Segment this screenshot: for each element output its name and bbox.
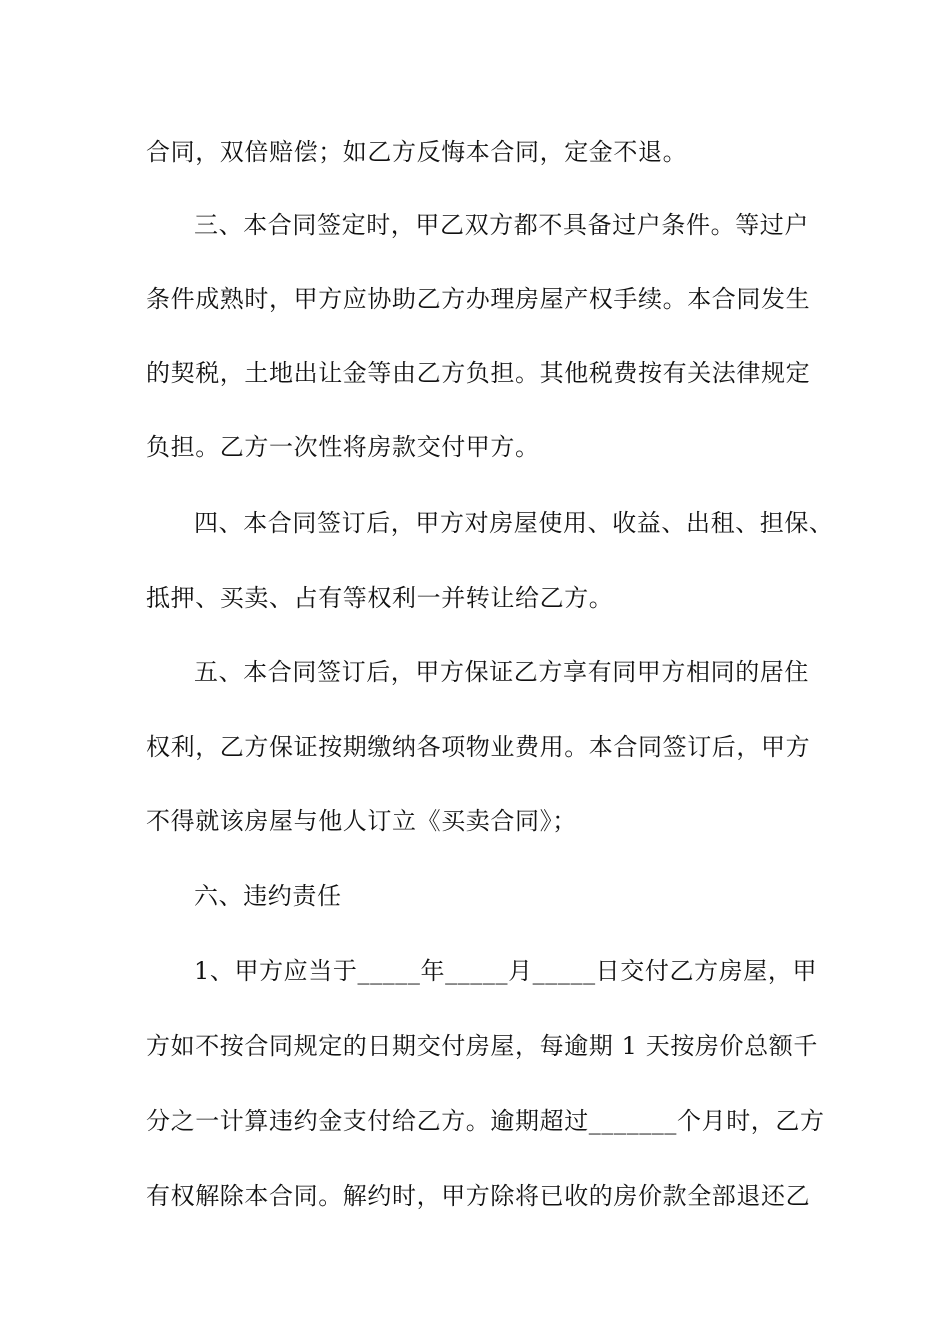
text-line: 的契税，土地出让金等由乙方负担。其他税费按有关法律规定: [146, 359, 811, 387]
text-line: 不得就该房屋与他人订立《买卖合同》；: [146, 807, 577, 835]
text-line: 1、甲方应当于_____年_____月_____日交付乙方房屋，甲: [194, 957, 818, 985]
text-line: 方如不按合同规定的日期交付房屋，每逾期 1 天按房价总额千: [146, 1032, 818, 1060]
text-line: 权利，乙方保证按期缴纳各项物业费用。本合同签订后，甲方: [146, 733, 811, 761]
text-line: 有权解除本合同。解约时，甲方除将已收的房价款全部退还乙: [146, 1182, 811, 1210]
text-line: 四、本合同签订后，甲方对房屋使用、收益、出租、担保、: [194, 509, 834, 537]
text-line: 抵押、买卖、占有等权利一并转让给乙方。: [146, 584, 614, 612]
text-line: 合同，双倍赔偿；如乙方反悔本合同，定金不退。: [146, 138, 688, 166]
text-line: 条件成熟时，甲方应协助乙方办理房屋产权手续。本合同发生: [146, 285, 811, 313]
section-heading: 六、违约责任: [194, 882, 342, 910]
text-line: 五、本合同签订后，甲方保证乙方享有同甲方相同的居住: [194, 658, 809, 686]
text-line: 分之一计算违约金支付给乙方。逾期超过_______个月时，乙方: [146, 1107, 825, 1135]
text-line: 负担。乙方一次性将房款交付甲方。: [146, 433, 540, 461]
text-line: 三、本合同签定时，甲乙双方都不具备过户条件。等过户: [194, 211, 809, 239]
